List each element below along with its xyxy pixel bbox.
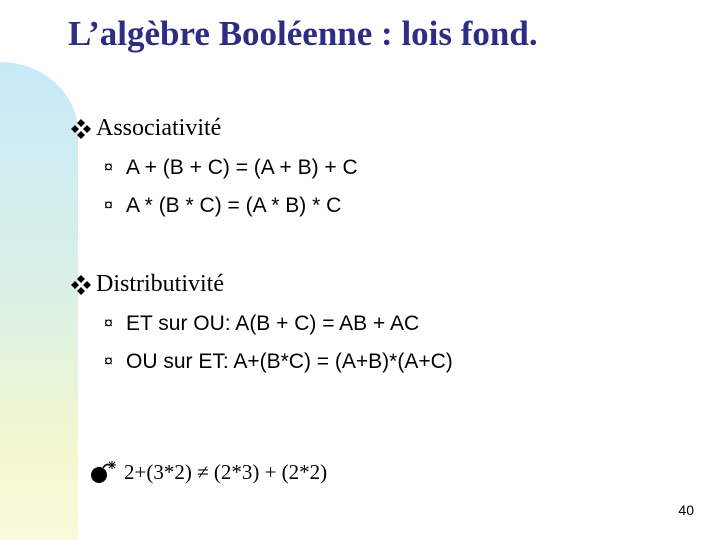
example-note	[90, 459, 327, 485]
section-heading-distributivity	[70, 271, 224, 298]
note-text: 2+(3*2) ≠ (2*3) + (2*2)	[124, 459, 328, 484]
section-heading-associativity	[70, 115, 221, 142]
currency-sign-icon: ¤	[104, 353, 113, 370]
currency-sign-icon: ¤	[104, 197, 113, 214]
bomb-icon	[90, 459, 120, 485]
list-item	[104, 194, 341, 218]
decorative-side-band	[0, 62, 78, 540]
list-item	[104, 350, 453, 374]
section-heading-label: Associativité	[96, 115, 222, 141]
currency-sign-icon: ¤	[104, 159, 113, 176]
slide-number: 40	[678, 502, 694, 518]
section-heading-label: Distributivité	[96, 271, 224, 297]
slide-title: L’algèbre Booléenne : lois fond.	[68, 14, 538, 53]
diamond-cluster-icon	[70, 118, 92, 140]
list-item-text: A + (B + C) = (A + B) + C	[126, 156, 358, 179]
diamond-cluster-icon	[70, 274, 92, 296]
list-item-text: A * (B * C) = (A * B) * C	[126, 194, 342, 217]
list-item	[104, 312, 419, 336]
list-item-text: ET sur OU: A(B + C) = AB + AC	[126, 312, 420, 335]
list-item	[104, 156, 358, 180]
list-item-text: OU sur ET: A+(B*C) = (A+B)*(A+C)	[126, 350, 453, 373]
currency-sign-icon: ¤	[104, 315, 113, 332]
